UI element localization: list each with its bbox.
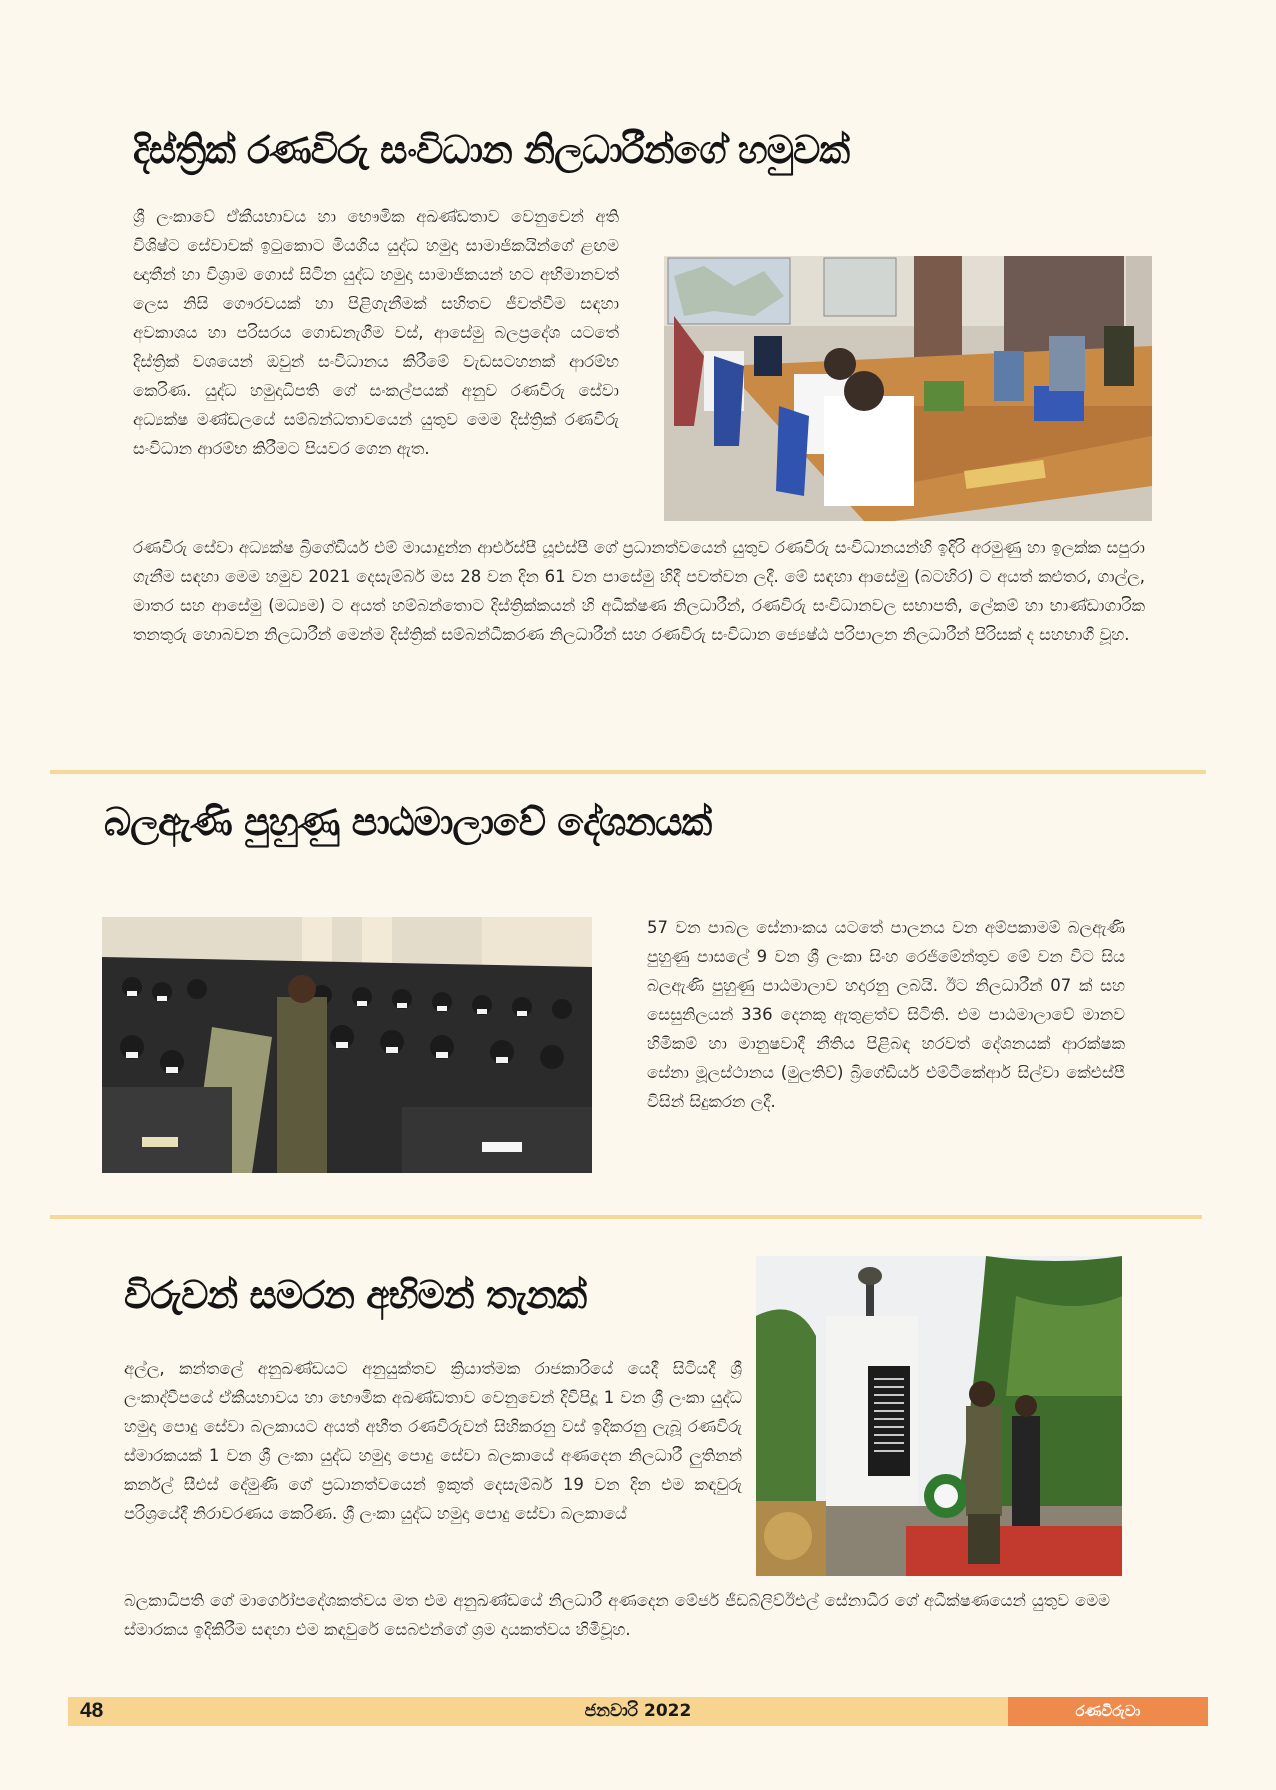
article2-paragraph: 57 වන පාබල සේනාංකය යටතේ පාලනය වන අම්පකාමම් බලඇණි පුහුණු පාසලේ 9 වන ශ්‍රී ලංකා සිංහ රෙජිමේන්තුව මේ වන විට සිය බලඇණි පුහුණු පාඨමාලාව හදාරනු ලබයි. ඊට නිලධාරීන් 07 ක් සහ සෙසුනිලයන් 336 දෙනකු ඇතුළත්ව සිටිති. එම පාඨමාලාවේ මානව හිමිකම් හා මානුෂවාදී නීතිය පිළිබඳ හරවත් දේශනයක් ආරක්ෂක සේනා මූලස්ථානය (මුලතිව්) බ්‍රිගේඩියර් එම්ටීකේආර් සිල්වා කේඑස්පී විසින් සිදුකරන ලදී. [647,918,1125,1111]
section-divider-2 [50,1215,1202,1219]
article1-title: දිස්ත්‍රික් රණවිරු සංවිධාන නිලධාරීන්ගේ හමුවක් [133,128,850,172]
meeting-photo [664,256,1152,521]
lecture-photo-image [102,917,592,1173]
article3-intro-paragraph: අල්ල, කන්තලේ අනුඛණ්ඩයට අනුයුක්තව ක්‍රියාත්මක රාජකාරියේ යෙදී සිටියදී ශ්‍රී ලංකාද්වීපයේ ඒකීයභාවය හා භෞමික අඛණ්ඩතාව වෙනුවෙන් දිවිපිදූ 1 වන ශ්‍රී ලංකා යුද්ධ හමුදා පොදු සේවා බලකායට අයත් අභීත රණවිරුවන් සිහිකරනු වස් ඉදිකරනු ලැබූ රණවිරු ස්මාරකයක් 1 වන ශ්‍රී ලංකා යුද්ධ හමුදා පොදු සේවා බලකායේ අණදෙන නිලධාරී ලුතිනන් කර්නල් සීඑස් දේමුණි ගේ ප්‍රධානත්වයෙන් ඉකුත් දෙසැම්බර් 19 වන දින එම කඳවුරු පරිශ්‍රයේදී නිරාවරණය කෙරිණ. ශ්‍රී ලංකා යුද්ධ හමුදා පොදු සේවා බලකායේ [124,1359,742,1523]
article1-main-paragraph: රණවිරු සේවා අධ්‍යක්ෂ බ්‍රිගේඩියර් එම් මායාදුන්න ආර්එස්පී යූඑස්පී ගේ ප්‍රධානත්වයෙන් යුතුව රණවිරු සංවිධානයන්හි ඉදිරි අරමුණු හා ඉලක්ක සපුරා ගැනීම සඳහා මෙම හමුව 2021 දෙසැම්බර් මස 28 වන දින 61 වන පාසේමු හිදී පවත්වන ලදී. මේ සඳහා ආසේමු (බටහිර) ට අයත් කළුතර, ගාල්ල, මාතර සහ ආසේමු (මධ්‍යම) ට අයත් හම්බන්තොට දිස්ත්‍රික්කයන් හි අධීක්ෂණ නිලධාරීන්, රණවිරු සංවිධානවල සභාපති, ලේකම් හා භාණ්ඩාගාරික තනතුරු හොබවන නිලධාරීන් මෙන්ම දිස්ත්‍රික් සම්බන්ධීකරණ නිලධාරීන් සහ රණවිරු සංවිධාන ජ්‍යෙෂ්ඨ පරිපාලන නිලධාරීන් පිරිසක් ද සහභාගී වූහ. [133,538,1145,644]
article3-continued-paragraph: බලකාධිපති ගේ මාර්ගෝපදේශකත්වය මත එම අනුඛණ්ඩයේ නිලධාරී අණදෙන මේජර් ජීඩබ්ලිව්ඊඑල් සේනාධීර ගේ අධීක්ෂණයෙන් යුතුව මෙම ස්මාරකය ඉදිකිරීම සඳහා එම කඳවුරේ සෙබළුන්ගේ ශ්‍රම දායකත්වය හිමිවූහ. [124,1591,1110,1639]
article3-title: විරුවන් සමරන අභිමන් තැනක් [124,1273,587,1317]
meeting-photo-image [664,256,1152,521]
article1-intro-paragraph: ශ්‍රී ලංකාවේ ඒකීයභාවය හා භෞමික අඛණ්ඩතාව වෙනුවෙන් අති විශිෂ්ට සේවාවක් ඉටුකොට මියගිය යුද්ධ හමුදා සාමාජිකයින්ගේ ළඟම ඥාතීන් හා විශ්‍රාම ගොස් සිටින යුද්ධ හමුදා සාමාජිකයන් හට අභිමානවත් ලෙස නිසි ගෞරවයක් හා පිළිගැනීමක් සහිතව ජීවත්වීම සඳහා අවකාශය හා පරිසරය ගොඩනැගීම වස්, ආසේමු බලප්‍රදේශ යටතේ දිස්ත්‍රික් වශයෙන් ඔවුන් සංවිධානය කිරීමේ වැඩසටහනක් ආරම්භ කෙරිණ. යුද්ධ හමුදාධිපති ගේ සංකල්පයක් අනුව රණවිරු සේවා අධ්‍යක්ෂ මණ්ඩලයේ සම්බන්ධතාවයෙන් යුතුව මෙම දිස්ත්‍රික් රණවිරු සංවිධාන ආරම්භ කිරීමට පියවර ගෙන ඇත. [133,207,619,458]
article2-title: බලඇණි පුහුණු පාඨමාලාවේ දේශනයක් [104,800,712,844]
page-number: 48 [80,1699,104,1722]
lecture-photo [102,917,592,1173]
issue-date: ජනවාරි 2022 [584,1701,692,1721]
memorial-photo [756,1256,1122,1576]
memorial-photo-image [756,1256,1122,1576]
section-divider-1 [50,770,1206,774]
page-footer [68,1697,1208,1726]
magazine-name: රණවිරුවා [1008,1697,1208,1726]
